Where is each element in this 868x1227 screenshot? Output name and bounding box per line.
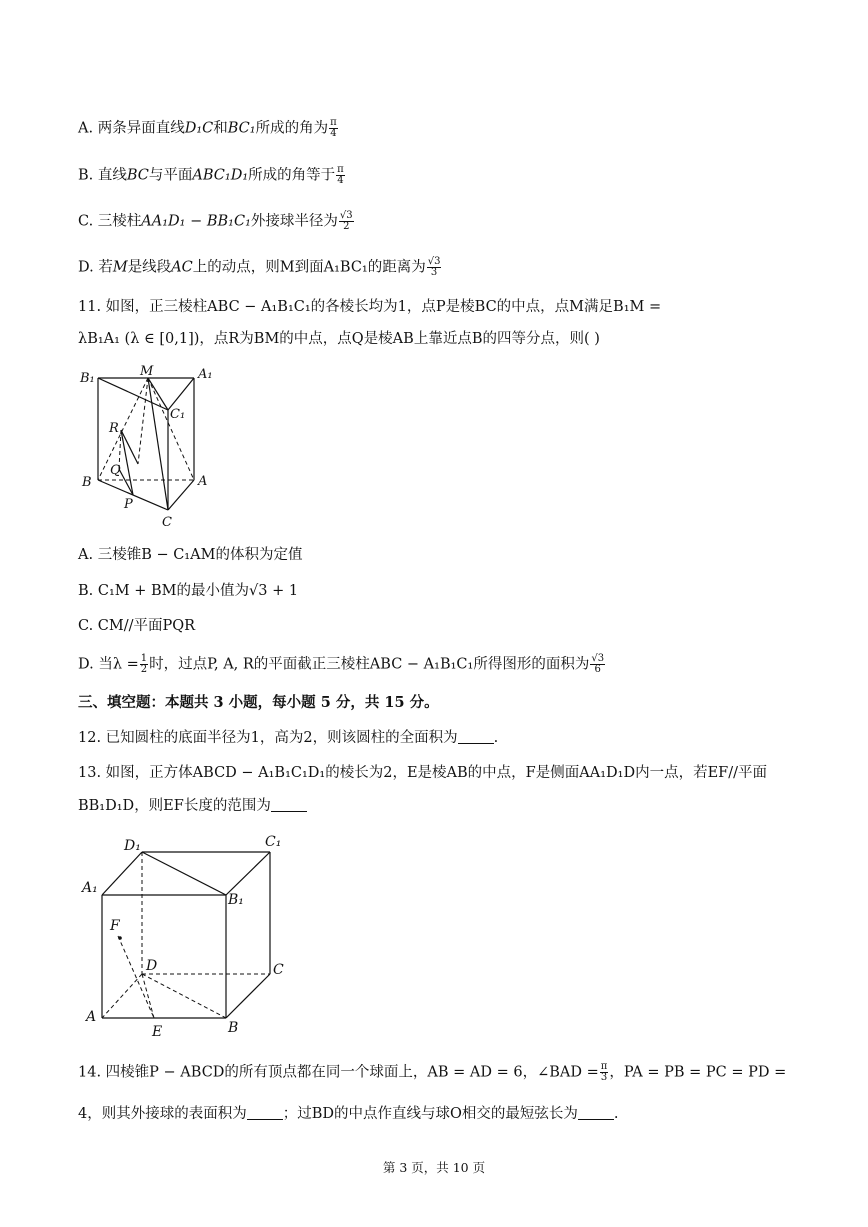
q12-stem: 12. 已知圆柱的底面半径为1，高为2，则该圆柱的全面积为 .	[78, 730, 499, 746]
fraction: $\frac{\pi}{4}$	[337, 164, 344, 186]
label-c1: C₁	[170, 407, 186, 422]
label-b1: B₁	[80, 371, 95, 386]
q11-option-b: B. C₁M + BM的最小值为√3 + 1	[78, 583, 299, 599]
answer-blank[interactable]	[458, 729, 494, 744]
answer-blank[interactable]	[271, 797, 307, 812]
label-d: D	[146, 958, 158, 974]
section-heading: 三、填空题：本题共 3 小题，每小题 5 分，共 15 分。	[78, 694, 439, 711]
label-r: R	[109, 421, 119, 436]
label-e: E	[152, 1024, 163, 1040]
q11-option-d: D. 当λ = $\frac{1}{2}$ 时，过点P, A, R的平面截正三棱柱ABC − A₁B₁C₁所得图形的面积为 $\frac{√3}{6}$	[78, 653, 605, 675]
q11-stem-line2: λB₁A₁ (λ ∈ [0,1])，点R为BM的中点，点Q是棱AB上靠近点B的四等分点，则( )	[78, 331, 600, 347]
page-footer: 第 3 页，共 10 页	[382, 1160, 486, 1175]
q13-stem-line1: 13. 如图，正方体ABCD − A₁B₁C₁D₁的棱长为2，E是棱AB的中点，F是侧面AA₁D₁D内一点，若EF//平面	[78, 765, 767, 781]
label-b1: B₁	[228, 892, 244, 908]
label-a1: A₁	[198, 367, 213, 382]
label-b: B	[82, 475, 92, 490]
q14-stem-line1: 14. 四棱锥P − ABCD的所有顶点都在同一个球面上，AB = AD = 6，∠BAD = $\frac{\pi}{3}$ ，PA = PB = PC = PD =	[78, 1061, 787, 1083]
q11-option-a: A. 三棱锥B − C₁AM的体积为定值	[78, 547, 303, 563]
label-c1: C₁	[265, 834, 282, 850]
option-b-prev: B. 直线BC与平面ABC₁D₁所成的角等于 $\frac{\pi}{4}$	[78, 164, 344, 186]
fraction: $\frac{\pi}{4}$	[330, 117, 337, 139]
option-d-prev: D. 若M是线段AC上的动点，则M到面A₁BC₁的距离为 $\frac{√3}{3}$	[78, 256, 441, 278]
q13-stem-line2: BB₁D₁D，则EF长度的范围为	[78, 796, 307, 816]
label-d1: D₁	[124, 838, 141, 854]
fraction: $\frac{√3}{2}$	[339, 210, 353, 232]
fraction: $\frac{\pi}{3}$	[600, 1061, 608, 1083]
fraction: $\frac{√3}{6}$	[591, 653, 605, 675]
label-b: B	[228, 1020, 239, 1036]
label-q: Q	[110, 463, 121, 478]
label-m: M	[140, 364, 154, 379]
option-a-prev: A. 两条异面直线D₁C和BC₁所成的角为 $\frac{\pi}{4}$	[78, 117, 337, 139]
prism-figure	[76, 360, 226, 532]
q11-stem-line1: 11. 如图，正三棱柱ABC − A₁B₁C₁的各棱长均为1，点P是棱BC的中点，点M满足B₁M =	[78, 299, 662, 315]
answer-blank[interactable]	[247, 1105, 283, 1120]
q11-option-c: C. CM//平面PQR	[78, 618, 196, 634]
q14-stem-line2: 4，则其外接球的表面积为 ；过BD的中点作直线与球O相交的最短弦长为 .	[78, 1106, 619, 1122]
fraction: $\frac{1}{2}$	[140, 653, 148, 675]
cube-figure	[78, 828, 298, 1043]
label-c: C	[273, 962, 284, 978]
label-p: P	[124, 497, 133, 512]
option-c-prev: C. 三棱柱AA₁D₁ − BB₁C₁外接球半径为 $\frac{√3}{2}$	[78, 210, 353, 232]
label-a: A	[86, 1009, 97, 1025]
label-c: C	[162, 515, 172, 530]
label-a1: A₁	[82, 880, 98, 896]
label-f: F	[110, 918, 120, 934]
label-a: A	[198, 474, 208, 489]
answer-blank[interactable]	[578, 1105, 614, 1120]
fraction: $\frac{√3}{3}$	[427, 256, 441, 278]
